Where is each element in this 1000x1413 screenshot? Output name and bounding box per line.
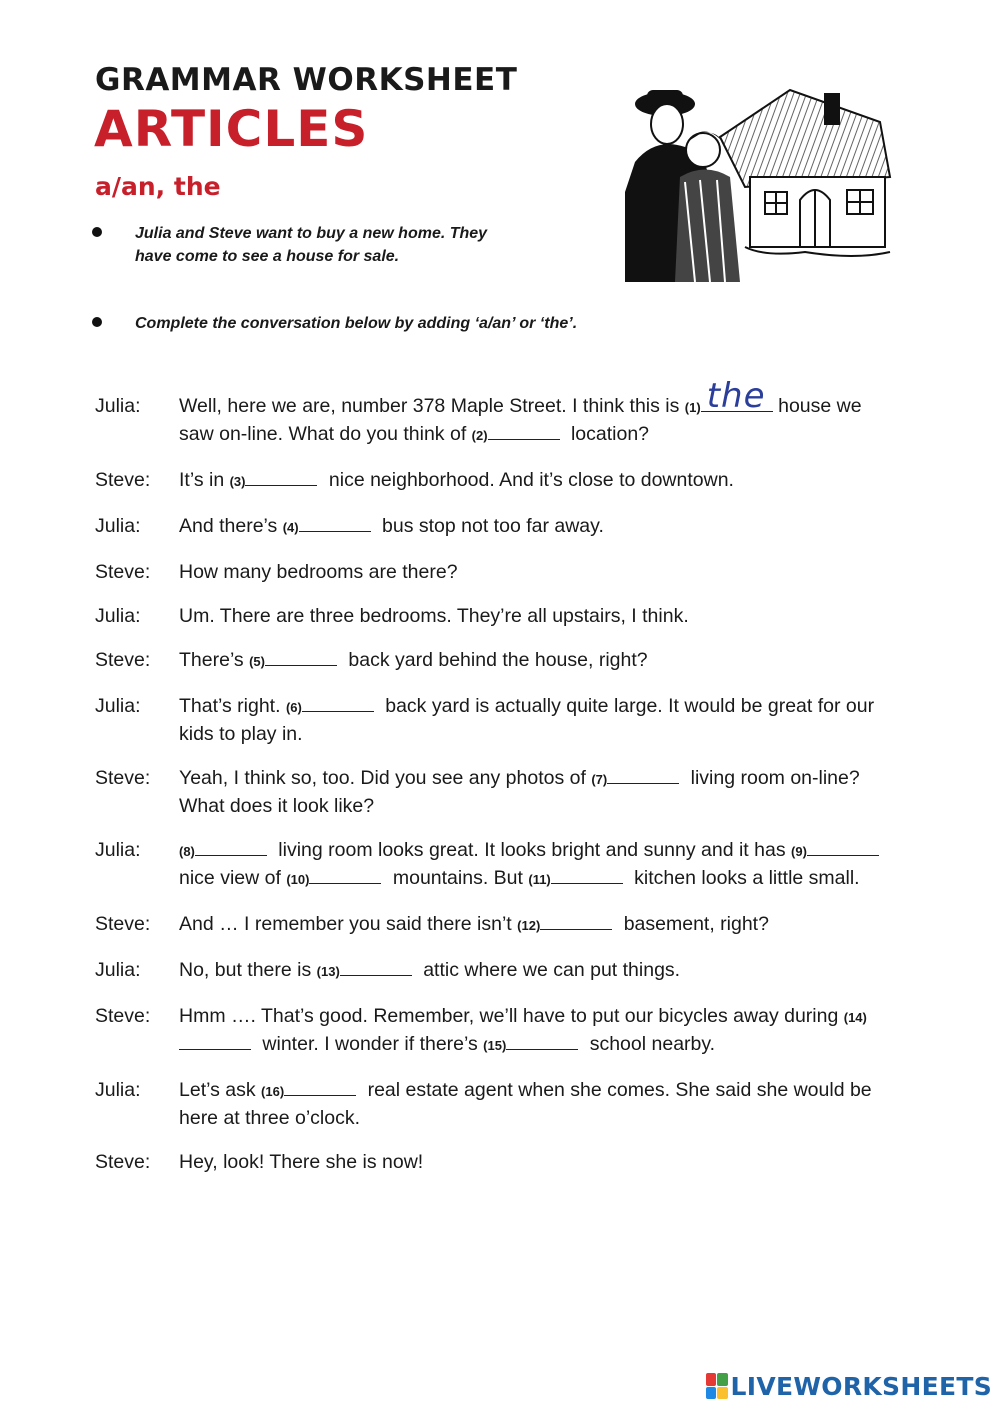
speaker-label: Julia:	[95, 695, 141, 717]
answer-field[interactable]	[309, 865, 381, 884]
speaker-label: Steve:	[95, 649, 151, 671]
dialogue-segment: living room looks great. It looks bright and sunny and it has	[272, 839, 792, 861]
dialogue-segment: And … I remember you said there isn’t	[179, 913, 518, 935]
instruction-1-text: Julia and Steve want to buy a new home. They have come to see a house for sale.	[135, 225, 488, 265]
dialogue-text	[179, 1077, 895, 1131]
dialogue-segment: Well, here we are, number 378 Maple Street. I think this is	[179, 395, 685, 417]
dialogue-line	[95, 513, 895, 541]
house-couple-illustration	[625, 82, 895, 282]
bullet-icon	[92, 227, 102, 237]
liveworksheets-badge-icon	[706, 1373, 728, 1399]
articles-heading: ARTICLES	[94, 100, 369, 158]
dialogue-line	[95, 559, 895, 585]
worksheet-title: GRAMMAR WORKSHEET	[95, 62, 518, 98]
blank-number: (4)	[282, 520, 299, 535]
speaker-label: Julia:	[95, 839, 141, 861]
dialogue-segment: There’s	[179, 649, 250, 671]
answer-field[interactable]	[551, 865, 623, 884]
dialogue-text	[179, 693, 895, 747]
blank-number: (7)	[591, 772, 608, 787]
dialogue-segment: house we saw on-line. What do you think of	[179, 395, 862, 445]
answer-field[interactable]	[488, 421, 560, 440]
speaker-label: Julia:	[95, 395, 141, 417]
speaker-label: Steve:	[95, 469, 151, 491]
dialogue-segment: And there’s	[179, 515, 283, 537]
dialogue-segment: mountains. But	[387, 867, 529, 889]
speaker-label: Steve:	[95, 1151, 151, 1173]
handwritten-answer: the	[706, 376, 766, 416]
answer-field[interactable]	[179, 1031, 251, 1050]
blank-number: (12)	[517, 918, 541, 933]
dialogue-text	[179, 837, 895, 893]
dialogue-segment: Let’s ask	[179, 1079, 262, 1101]
dialogue-line	[95, 765, 895, 819]
articles-subtitle: a/an, the	[95, 172, 221, 201]
dialogue-line	[95, 1077, 895, 1131]
dialogue-line	[95, 647, 895, 675]
speaker-label: Steve:	[95, 913, 151, 935]
blank-number: (11)	[528, 872, 551, 887]
answer-field[interactable]	[299, 513, 371, 532]
blank-number: (8)	[179, 844, 195, 859]
dialogue-text	[179, 647, 895, 675]
dialogue-line	[95, 1003, 895, 1059]
speaker-label: Julia:	[95, 959, 141, 981]
dialogue-line	[95, 911, 895, 939]
answer-field[interactable]	[340, 957, 412, 976]
answer-field-filled[interactable]	[701, 376, 773, 416]
dialogue-segment: Yeah, I think so, too. Did you see any photos of	[179, 767, 592, 789]
blank-number: (6)	[285, 700, 302, 715]
dialogue-text	[179, 559, 895, 585]
dialogue-segment: basement, right?	[618, 913, 769, 935]
answer-field[interactable]	[195, 837, 267, 856]
dialogue-text	[179, 957, 895, 985]
dialogue-segment: Hmm …. That’s good. Remember, we’ll have to put our bicycles away during	[179, 1005, 844, 1027]
liveworksheets-logo	[706, 1371, 992, 1401]
speaker-label: Steve:	[95, 767, 151, 789]
dialogue-segment: winter. I wonder if there’s	[257, 1033, 484, 1055]
blank-number: (10)	[286, 872, 310, 887]
blank-number: (16)	[261, 1084, 285, 1099]
blank-number: (14)	[843, 1010, 867, 1025]
dialogue-segment: Um. There are three bedrooms. They’re all upstairs, I think.	[179, 605, 689, 627]
dialogue-segment: How many bedrooms are there?	[179, 561, 458, 583]
speaker-label: Julia:	[95, 1079, 141, 1101]
dialogue-segment: school nearby.	[584, 1033, 716, 1055]
dialogue-segment: nice neighborhood. And it’s close to downtown.	[323, 469, 734, 491]
dialogue-segment: real estate agent when she comes. She said she would be here at three o’clock.	[179, 1079, 872, 1129]
dialogue-segment: bus stop not too far away.	[376, 515, 604, 537]
speaker-label: Julia:	[95, 515, 141, 537]
dialogue-segment: living room on-line? What does it look like?	[179, 767, 860, 817]
dialogue-segment: nice view of	[179, 867, 287, 889]
blank-number: (15)	[483, 1038, 507, 1053]
dialogue-segment: It’s in	[179, 469, 230, 491]
answer-field[interactable]	[284, 1077, 356, 1096]
dialogue-segment: back yard is actually quite large. It would be great for our kids to play in.	[179, 695, 875, 745]
blank-number: (13)	[316, 964, 340, 979]
speaker-label: Steve:	[95, 1005, 151, 1027]
liveworksheets-brand: LIVEWORKSHEETS	[730, 1371, 992, 1401]
dialogue-line	[95, 957, 895, 985]
speaker-label: Julia:	[95, 605, 141, 627]
dialogue-line	[95, 603, 895, 629]
dialogue-text	[179, 513, 895, 541]
answer-field[interactable]	[607, 765, 679, 784]
dialogue-segment: No, but there is	[179, 959, 317, 981]
dialogue-line	[95, 1149, 895, 1175]
dialogue-line	[95, 693, 895, 747]
bullet-icon	[92, 317, 102, 327]
answer-field[interactable]	[265, 647, 337, 666]
dialogue-line	[95, 376, 895, 449]
blank-number: (3)	[229, 474, 246, 489]
dialogue-line	[95, 467, 895, 495]
dialogue-text	[179, 376, 895, 449]
dialogue-text	[179, 765, 895, 819]
dialogue-text	[179, 603, 895, 629]
blank-number: (2)	[471, 428, 488, 443]
dialogue-segment: back yard behind the house, right?	[342, 649, 648, 671]
answer-field[interactable]	[245, 467, 317, 486]
blank-number: (9)	[791, 844, 807, 859]
instruction-2-text: Complete the conversation below by adding ‘a/an’ or ‘the’.	[135, 315, 578, 332]
dialogue-segment: location?	[565, 423, 650, 445]
dialogue-segment: kitchen looks a little small.	[628, 867, 860, 889]
answer-field[interactable]	[302, 693, 374, 712]
dialogue	[95, 376, 895, 1193]
answer-field[interactable]	[506, 1031, 578, 1050]
dialogue-segment: Hey, look! There she is now!	[179, 1151, 424, 1173]
blank-number: (5)	[249, 654, 265, 669]
dialogue-segment: That’s right.	[179, 695, 286, 717]
dialogue-text	[179, 1003, 895, 1059]
speaker-label: Steve:	[95, 561, 151, 583]
answer-field[interactable]	[807, 837, 879, 856]
blank-number: (1)	[684, 400, 701, 415]
answer-field[interactable]	[540, 911, 612, 930]
dialogue-text	[179, 911, 895, 939]
dialogue-segment: attic where we can put things.	[417, 959, 681, 981]
dialogue-line	[95, 837, 895, 893]
dialogue-text	[179, 467, 895, 495]
dialogue-text	[179, 1149, 895, 1175]
